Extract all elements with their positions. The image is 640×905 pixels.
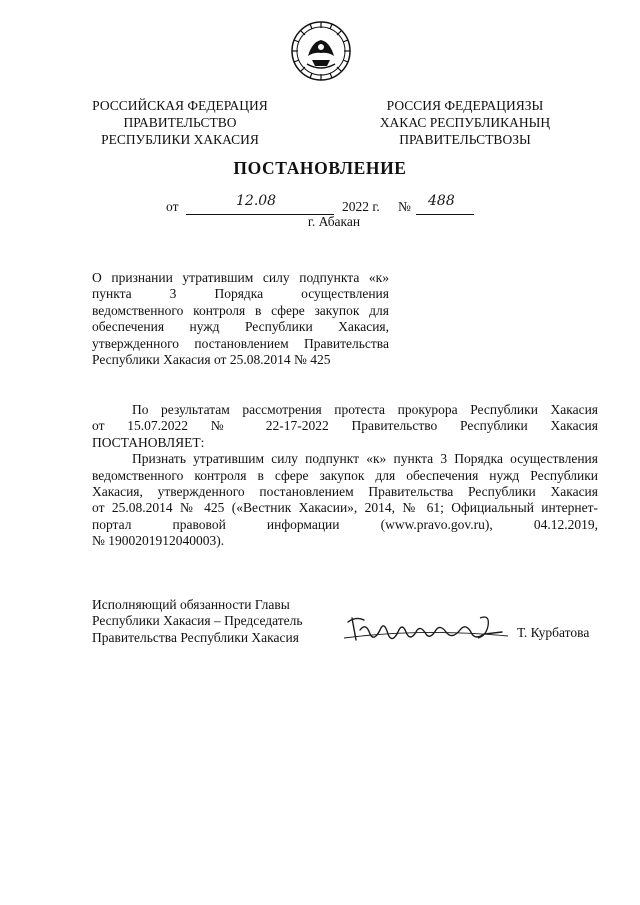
- header-right-line: РОССИЯ ФЕДЕРАЦИЯЗЫ: [386, 98, 544, 113]
- signatory-line: Республики Хакасия – Председатель: [92, 613, 303, 629]
- subject-line: обеспечения нужд Республики Хакасия,: [92, 319, 389, 335]
- body-line: от 15.07.2022 № 22-17-2022 Правительство Республики Хакасия: [92, 418, 598, 434]
- header-left-line: РЕСПУБЛИКИ ХАКАСИЯ: [101, 132, 259, 147]
- document-title: ПОСТАНОВЛЕНИЕ: [233, 158, 407, 178]
- header-right-line: ХАКАС РЕСПУБЛИКАНЫҢ: [379, 115, 551, 130]
- handwritten-signature: [342, 608, 512, 648]
- body-line: По результатам рассмотрения протеста прокурора Республики Хакасия: [132, 402, 598, 417]
- subject-line: ведомственного контроля в сфере закупок для: [92, 302, 389, 318]
- city-text: г. Абакан: [307, 214, 361, 229]
- signatory-line: Правительства Республики Хакасия: [92, 629, 299, 645]
- header-left-line: РОССИЙСКАЯ ФЕДЕРАЦИЯ: [92, 98, 268, 113]
- subject-line: пункта 3 Порядка осуществления: [92, 286, 389, 302]
- header-left-ru: [75, 97, 285, 148]
- signatory-name: Т. Курбатова: [517, 625, 590, 640]
- body-line: Хакасия, утвержденного постановлением Правительства Республики Хакасия: [92, 484, 598, 500]
- subject-line: утвержденного постановлением Правительства: [92, 335, 389, 351]
- coat-of-arms-emblem: [290, 20, 352, 82]
- body-line: портал правовой информации (www.pravo.gov.ru), 04.12.2019,: [92, 516, 598, 532]
- subject-block: [92, 270, 389, 368]
- number-sign: №: [398, 199, 411, 214]
- header-right-line: ПРАВИТЕЛЬСТВОЗЫ: [399, 132, 531, 147]
- body-line: от 25.08.2014 № 425 («Вестник Хакасии», 2014, № 61; Официальный интернет-: [92, 500, 598, 516]
- header-right-khakas: [355, 97, 575, 148]
- date-handwritten: 12.08: [236, 193, 277, 209]
- date-prefix: от: [166, 199, 179, 214]
- number-field: [416, 193, 474, 215]
- header-left-line: ПРАВИТЕЛЬСТВО: [123, 115, 237, 130]
- signatory-line: Исполняющий обязанности Главы: [92, 597, 290, 612]
- year-text: 2022 г.: [342, 199, 380, 214]
- subject-line: Республики Хакасия от 25.08.2014 № 425: [92, 352, 331, 368]
- body-line: № 1900201912040003).: [92, 533, 225, 549]
- number-handwritten: 488: [428, 193, 455, 209]
- body-line: Признать утратившим силу подпункт «к» пункта 3 Порядка осуществления: [132, 451, 598, 467]
- body-line: ведомственного контроля в сфере закупок для обеспечения нужд Республики: [92, 467, 598, 483]
- body-line: ПОСТАНОВЛЯЕТ:: [92, 434, 205, 450]
- signatory-position: [92, 597, 332, 646]
- subject-line: О признании утратившим силу подпункта «к»: [92, 270, 389, 285]
- date-field: [186, 193, 334, 215]
- body-block: [92, 402, 598, 550]
